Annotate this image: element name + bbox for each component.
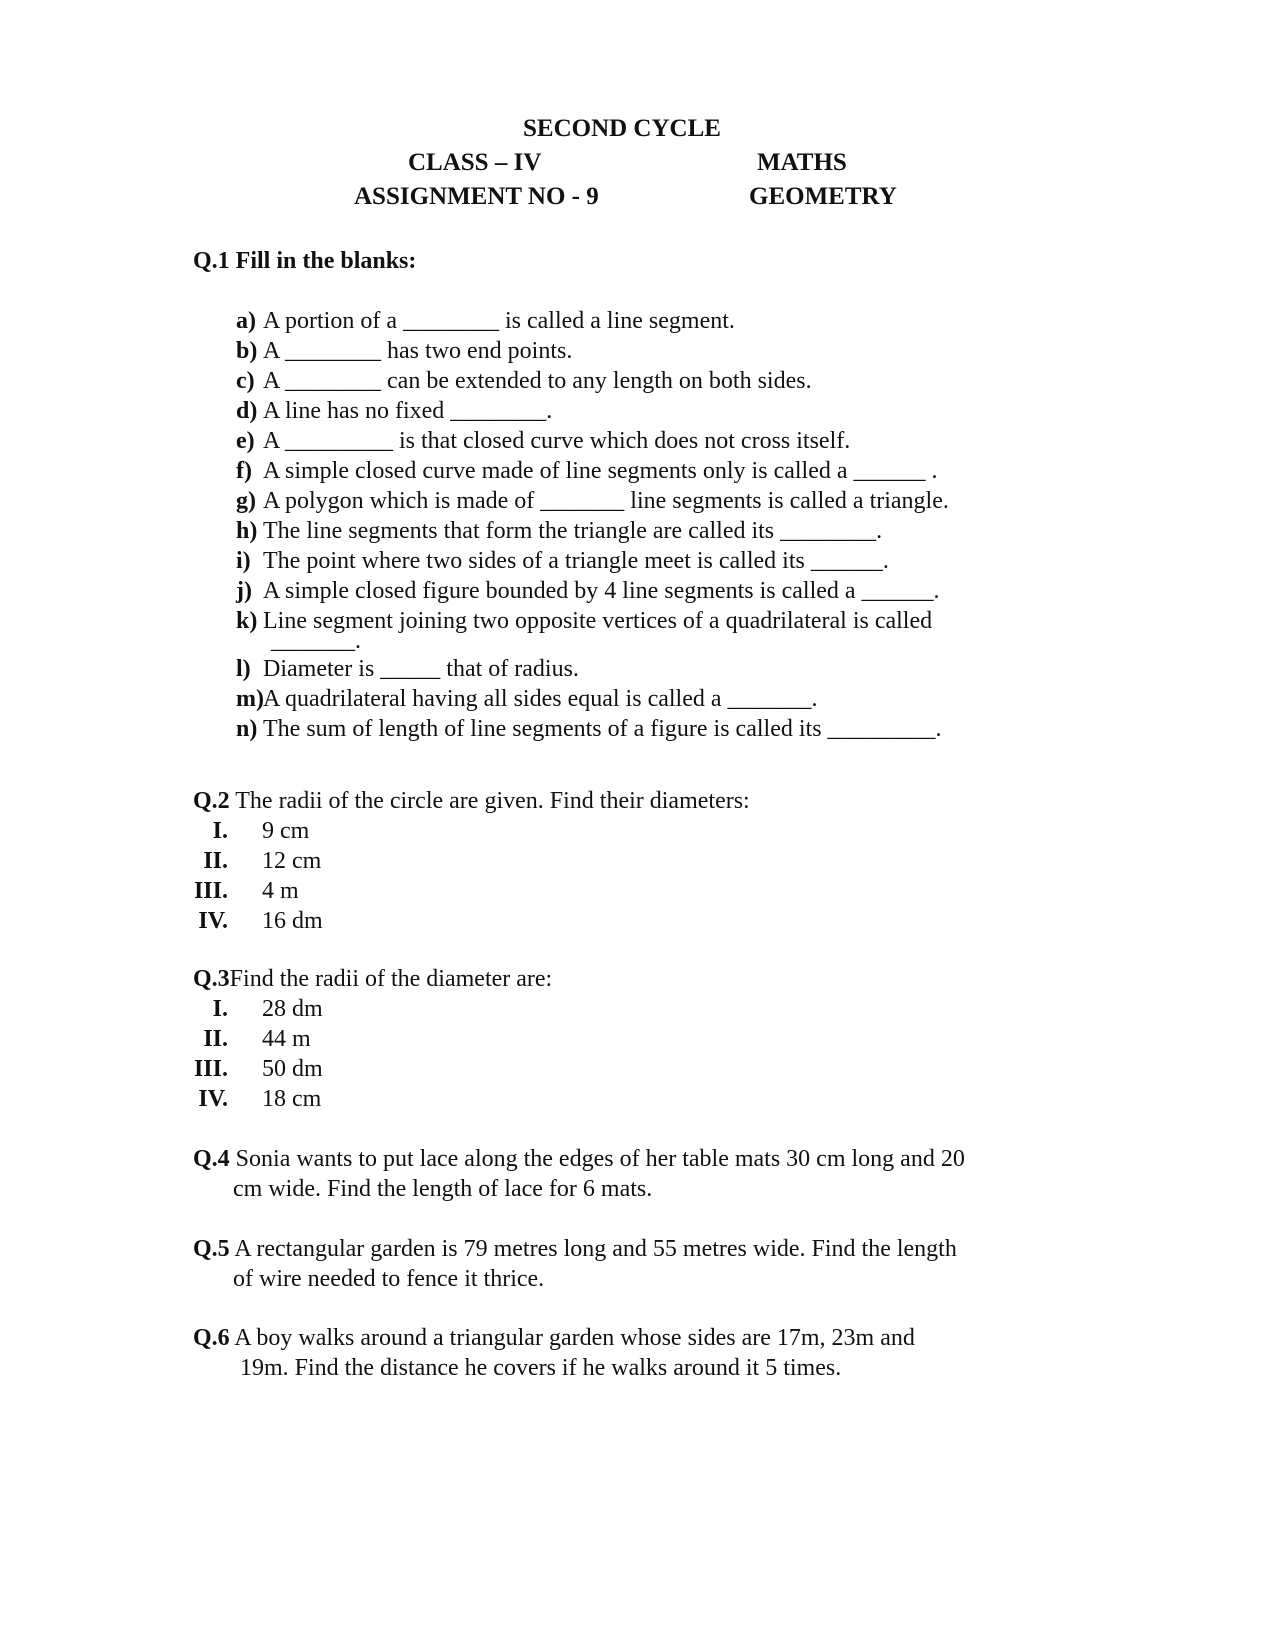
item-text-continuation: _______. xyxy=(271,628,361,654)
item-text: A portion of a ________ is called a line segment. xyxy=(263,308,735,334)
roman-numeral: II. xyxy=(203,1026,228,1052)
item-text: The line segments that form the triangle are called its ________. xyxy=(263,518,883,544)
list-item xyxy=(236,366,1136,396)
item-text: A simple closed figure bounded by 4 line segments is called a ______. xyxy=(263,578,940,604)
question-number: Q.6 xyxy=(193,1325,230,1351)
item-label: b) xyxy=(236,338,258,364)
roman-numeral: IV. xyxy=(198,908,228,934)
q5-question xyxy=(193,1234,957,1264)
item-label: m) xyxy=(236,686,264,712)
item-text: A polygon which is made of _______ line segments is called a triangle. xyxy=(263,488,949,514)
list-item xyxy=(236,396,1136,426)
q1-title: Q.1 Fill in the blanks: xyxy=(193,248,417,274)
item-label: n) xyxy=(236,716,258,742)
item-text: A ________ has two end points. xyxy=(263,338,573,364)
measure-value: 28 dm xyxy=(262,996,323,1022)
question-text: The radii of the circle are given. Find their diameters: xyxy=(235,788,750,814)
item-label: d) xyxy=(236,398,258,424)
list-item xyxy=(236,576,1136,606)
measure-value: 9 cm xyxy=(262,818,310,844)
list-item xyxy=(236,336,1136,366)
roman-numeral: I. xyxy=(212,996,228,1022)
list-item xyxy=(186,1084,586,1114)
list-item xyxy=(186,994,586,1024)
item-text: A ________ can be extended to any length on both sides. xyxy=(263,368,812,394)
item-text: The point where two sides of a triangle meet is called its ______. xyxy=(263,548,889,574)
item-text: The sum of length of line segments of a figure is called its _________. xyxy=(263,716,942,742)
q6-question-continuation: 19m. Find the distance he covers if he walks around it 5 times. xyxy=(240,1355,842,1381)
item-label: l) xyxy=(236,656,251,682)
item-text: A simple closed curve made of line segments only is called a ______ . xyxy=(263,458,938,484)
question-number: Q.2 xyxy=(193,788,230,814)
assignment-label: ASSIGNMENT NO - 9 xyxy=(354,183,599,210)
item-label: j) xyxy=(236,578,252,604)
roman-numeral: II. xyxy=(203,848,228,874)
topic-label: GEOMETRY xyxy=(749,183,897,210)
class-label: CLASS – IV xyxy=(408,149,542,176)
q6-question xyxy=(193,1323,915,1353)
q2-radii-list xyxy=(186,816,586,936)
question-text: A rectangular garden is 79 metres long and 55 metres wide. Find the length xyxy=(234,1236,957,1262)
q5-question-continuation: of wire needed to fence it thrice. xyxy=(233,1266,545,1292)
item-text: Diameter is _____ that of radius. xyxy=(263,656,579,682)
roman-numeral: I. xyxy=(212,818,228,844)
q1-blanks-list xyxy=(236,306,1136,744)
list-item xyxy=(236,714,1136,744)
list-item xyxy=(186,816,586,846)
cycle-heading: SECOND CYCLE xyxy=(523,115,721,142)
measure-value: 16 dm xyxy=(262,908,323,934)
list-item xyxy=(236,456,1136,486)
question-number: Q.5 xyxy=(193,1236,230,1262)
item-text: A _________ is that closed curve which does not cross itself. xyxy=(263,428,851,454)
list-item xyxy=(236,606,1136,654)
list-item xyxy=(236,486,1136,516)
question-number: Q.3 xyxy=(193,966,230,992)
item-text: Line segment joining two opposite vertices of a quadrilateral is called xyxy=(263,608,933,634)
item-label: e) xyxy=(236,428,255,454)
roman-numeral: IV. xyxy=(198,1086,228,1112)
list-item xyxy=(186,1024,586,1054)
list-item xyxy=(186,846,586,876)
roman-numeral: III. xyxy=(193,1056,228,1082)
subject-label: MATHS xyxy=(757,149,847,176)
list-item xyxy=(186,876,586,906)
measure-value: 50 dm xyxy=(262,1056,323,1082)
item-label: i) xyxy=(236,548,251,574)
item-label: k) xyxy=(236,608,258,634)
item-text: A line has no fixed ________. xyxy=(263,398,553,424)
question-number: Q.4 xyxy=(193,1146,230,1172)
item-text: A quadrilateral having all sides equal is called a _______. xyxy=(263,686,818,712)
question-text: A boy walks around a triangular garden whose sides are 17m, 23m and xyxy=(234,1325,915,1351)
item-label: h) xyxy=(236,518,258,544)
list-item xyxy=(186,1054,586,1084)
question-text: Find the radii of the diameter are: xyxy=(229,966,553,992)
measure-value: 18 cm xyxy=(262,1086,322,1112)
list-item xyxy=(236,546,1136,576)
list-item xyxy=(186,906,586,936)
measure-value: 44 m xyxy=(262,1026,311,1052)
roman-numeral: III. xyxy=(193,878,228,904)
list-item xyxy=(236,684,1136,714)
measure-value: 12 cm xyxy=(262,848,322,874)
item-label: c) xyxy=(236,368,255,394)
q4-question xyxy=(193,1144,965,1174)
list-item xyxy=(236,426,1136,456)
q4-question-continuation: cm wide. Find the length of lace for 6 mats. xyxy=(233,1176,653,1202)
list-item xyxy=(236,306,1136,336)
q2-question xyxy=(193,786,750,816)
item-label: f) xyxy=(236,458,252,484)
list-item xyxy=(236,654,1136,684)
measure-value: 4 m xyxy=(262,878,299,904)
item-label: a) xyxy=(236,308,256,334)
q3-diameter-list xyxy=(186,994,586,1114)
item-label: g) xyxy=(236,488,256,514)
question-text: Sonia wants to put lace along the edges of her table mats 30 cm long and 20 xyxy=(235,1146,965,1172)
list-item xyxy=(236,516,1136,546)
q3-question xyxy=(193,964,552,994)
